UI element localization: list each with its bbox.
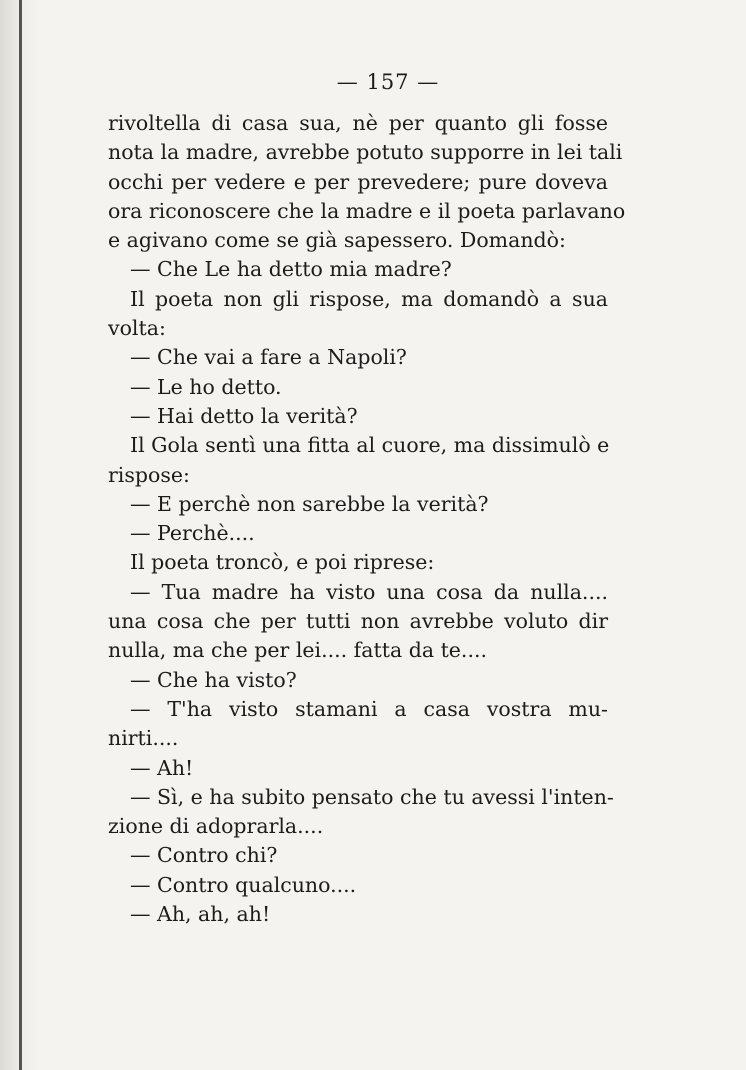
text-line: — Che vai a fare a Napoli? bbox=[130, 345, 407, 370]
text-line: — Contro chi? bbox=[130, 843, 278, 868]
text-line: — Perchè.... bbox=[130, 521, 255, 546]
text-line: — Tua madre ha visto una cosa da nulla.... bbox=[130, 579, 608, 604]
text-line: — Sì, e ha subito pensato che tu avessi l'inten- bbox=[130, 784, 614, 809]
text-line: volta: bbox=[108, 316, 166, 341]
text-line: nirti.... bbox=[108, 726, 179, 751]
text-line: nota la madre, avrebbe potuto supporre in lei tali bbox=[108, 140, 623, 165]
body-text bbox=[108, 109, 626, 929]
text-line: rispose: bbox=[108, 462, 190, 487]
text-line: — E perchè non sarebbe la verità? bbox=[130, 491, 489, 516]
page-number: — 157 — bbox=[336, 70, 440, 94]
text-line: e agivano come se già sapessero. Domandò: bbox=[108, 228, 566, 253]
text-line: — Le ho detto. bbox=[130, 374, 282, 399]
text-line: Il poeta troncò, e poi riprese: bbox=[130, 550, 435, 575]
text-line: — Contro qualcuno.... bbox=[130, 872, 357, 897]
text-line: Il poeta non gli rispose, ma domandò a sua bbox=[130, 286, 608, 311]
text-line: — Che Le ha detto mia madre? bbox=[130, 257, 452, 282]
text-line: occhi per vedere e per prevedere; pure doveva bbox=[108, 169, 608, 194]
binding-edge-line bbox=[19, 0, 22, 1070]
text-line: — Ah, ah, ah! bbox=[130, 902, 271, 927]
text-line: ora riconoscere che la madre e il poeta parlavano bbox=[108, 198, 626, 223]
text-line: nulla, ma che per lei.... fatta da te.... bbox=[108, 638, 487, 663]
text-line: — Ah! bbox=[130, 755, 194, 780]
text-line: — Che ha visto? bbox=[130, 667, 297, 692]
text-line: zione di adoprarla.... bbox=[108, 814, 324, 839]
text-line: rivoltella di casa sua, nè per quanto gli fosse bbox=[108, 111, 608, 135]
text-line: — T'ha visto stamani a casa vostra mu- bbox=[130, 696, 608, 721]
text-line: una cosa che per tutti non avrebbe voluto dir bbox=[108, 609, 608, 634]
text-line: Il Gola sentì una fitta al cuore, ma dissimulò e bbox=[130, 433, 610, 458]
text-line: — Hai detto la verità? bbox=[130, 403, 358, 428]
